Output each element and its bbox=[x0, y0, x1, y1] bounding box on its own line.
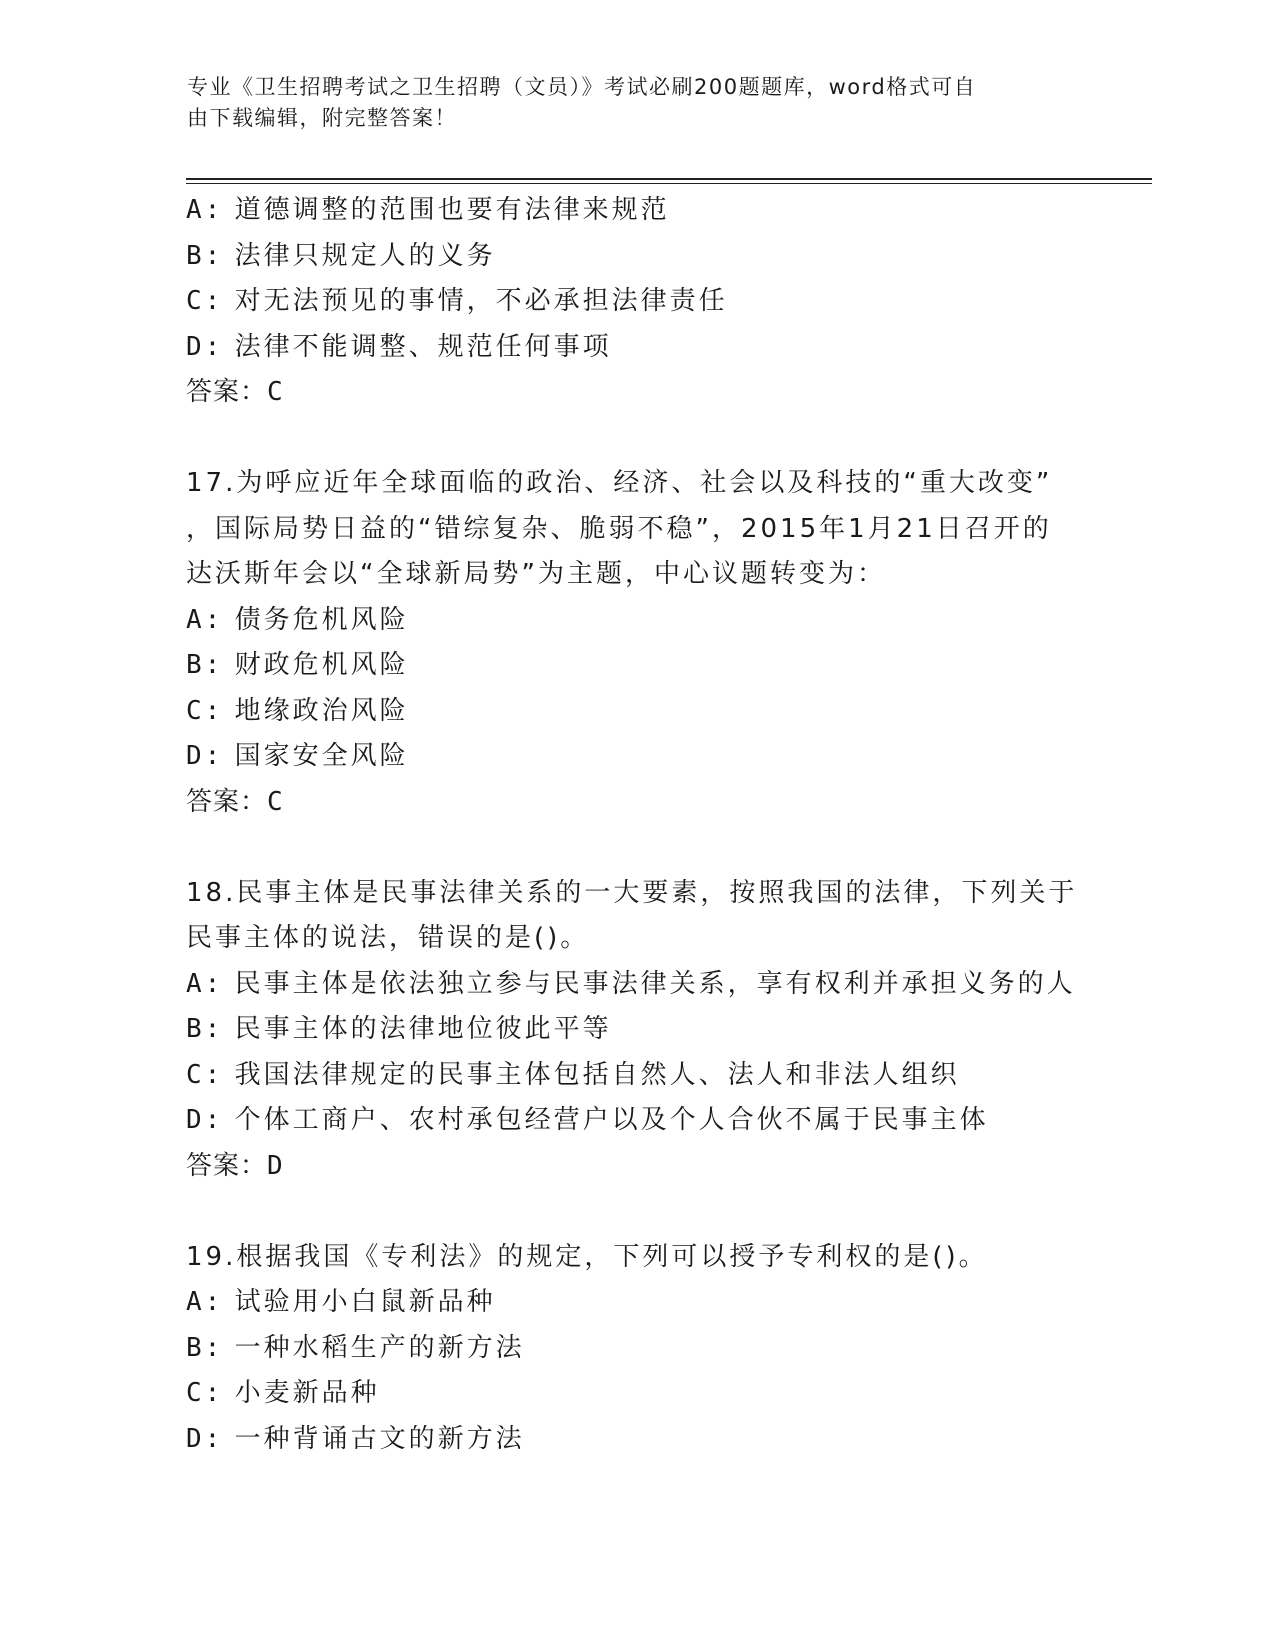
option-key: B: bbox=[186, 240, 224, 271]
header-divider-thin bbox=[186, 183, 1152, 184]
header-line-1: 专业《卫生招聘考试之卫生招聘（文员）》考试必刷200题题库，word格式可自 bbox=[187, 75, 977, 99]
option-key: A: bbox=[186, 195, 224, 225]
header-divider-thick bbox=[186, 178, 1152, 180]
option-b bbox=[186, 643, 1086, 689]
option-text: 债务危机风险 bbox=[234, 604, 409, 635]
option-key: C: bbox=[186, 286, 224, 316]
question-text-line: ，国际局势日益的“错综复杂、脆弱不稳”，2015年1月21日召开的 bbox=[186, 513, 1052, 544]
answer-label: 答案： bbox=[186, 377, 268, 407]
answer-label: 答案： bbox=[186, 1150, 268, 1181]
option-text: 个体工商户、农村承包经营户以及个人合伙不属于民事主体 bbox=[234, 1105, 989, 1135]
answer-value: C bbox=[267, 377, 284, 407]
option-text: 国家安全风险 bbox=[234, 741, 409, 771]
question-text-line: 18.民事主体是民事法律关系的一大要素，按照我国的法律，下列关于 bbox=[186, 877, 1078, 908]
option-text: 地缘政治风险 bbox=[234, 695, 409, 726]
option-d bbox=[186, 734, 1086, 780]
option-text: 民事主体是依法独立参与民事法律关系，享有权利并承担义务的人 bbox=[234, 968, 1076, 999]
option-d bbox=[186, 325, 1086, 371]
answer-value: C bbox=[267, 786, 284, 817]
option-key: D: bbox=[186, 1105, 224, 1135]
spacer bbox=[186, 416, 1086, 462]
option-b bbox=[186, 1326, 1086, 1372]
option-key: C: bbox=[186, 1378, 224, 1408]
option-key: B: bbox=[186, 650, 224, 680]
option-c bbox=[186, 279, 1086, 325]
option-text: 小麦新品种 bbox=[234, 1378, 380, 1408]
option-text: 一种背诵古文的新方法 bbox=[234, 1423, 525, 1454]
option-text: 法律不能调整、规范任何事项 bbox=[234, 331, 612, 362]
option-text: 道德调整的范围也要有法律来规范 bbox=[234, 195, 670, 225]
option-key: B: bbox=[186, 1014, 224, 1044]
question-text-line: 19.根据我国《专利法》的规定，下列可以授予专利权的是()。 bbox=[186, 1241, 988, 1272]
option-b bbox=[186, 1007, 1086, 1053]
answer bbox=[186, 1144, 1086, 1190]
option-d bbox=[186, 1417, 1086, 1463]
spacer bbox=[186, 1189, 1086, 1235]
option-key: D: bbox=[186, 331, 224, 362]
option-key: D: bbox=[186, 1423, 224, 1454]
option-text: 民事主体的法律地位彼此平等 bbox=[234, 1014, 612, 1044]
answer-value: D bbox=[267, 1150, 284, 1181]
question-17 bbox=[186, 461, 1086, 825]
option-key: A: bbox=[186, 604, 224, 635]
option-key: C: bbox=[186, 1059, 224, 1090]
question-text-line: 民事主体的说法，错误的是()。 bbox=[186, 923, 590, 953]
answer bbox=[186, 780, 1086, 826]
option-text: 法律只规定人的义务 bbox=[234, 240, 496, 271]
answer-label: 答案： bbox=[186, 786, 268, 817]
question-18 bbox=[186, 871, 1086, 1190]
option-text: 一种水稻生产的新方法 bbox=[234, 1332, 525, 1363]
question-text-line: 17.为呼应近年全球面临的政治、经济、社会以及科技的“重大改变” bbox=[186, 468, 1053, 498]
option-a bbox=[186, 598, 1086, 644]
option-c bbox=[186, 1371, 1086, 1417]
option-c bbox=[186, 689, 1086, 735]
document-header bbox=[187, 72, 1067, 134]
option-key: C: bbox=[186, 695, 224, 726]
header-line-2: 由下载编辑，附完整答案！ bbox=[187, 106, 457, 130]
option-key: D: bbox=[186, 741, 224, 771]
answer bbox=[186, 370, 1086, 416]
spacer bbox=[186, 825, 1086, 871]
option-b bbox=[186, 234, 1086, 280]
option-a bbox=[186, 188, 1086, 234]
question-16 bbox=[186, 188, 1086, 416]
option-c bbox=[186, 1053, 1086, 1099]
option-key: A: bbox=[186, 1287, 224, 1317]
question-list bbox=[186, 188, 1086, 1462]
question-text-line: 达沃斯年会以“全球新局势”为主题，中心议题转变为： bbox=[186, 559, 886, 589]
option-a bbox=[186, 962, 1086, 1008]
option-key: A: bbox=[186, 968, 224, 999]
option-text: 我国法律规定的民事主体包括自然人、法人和非法人组织 bbox=[234, 1059, 960, 1090]
option-text: 财政危机风险 bbox=[234, 650, 409, 680]
question-19 bbox=[186, 1235, 1086, 1463]
option-text: 试验用小白鼠新品种 bbox=[234, 1287, 496, 1317]
option-key: B: bbox=[186, 1332, 224, 1363]
option-d bbox=[186, 1098, 1086, 1144]
option-text: 对无法预见的事情，不必承担法律责任 bbox=[234, 286, 728, 316]
option-a bbox=[186, 1280, 1086, 1326]
